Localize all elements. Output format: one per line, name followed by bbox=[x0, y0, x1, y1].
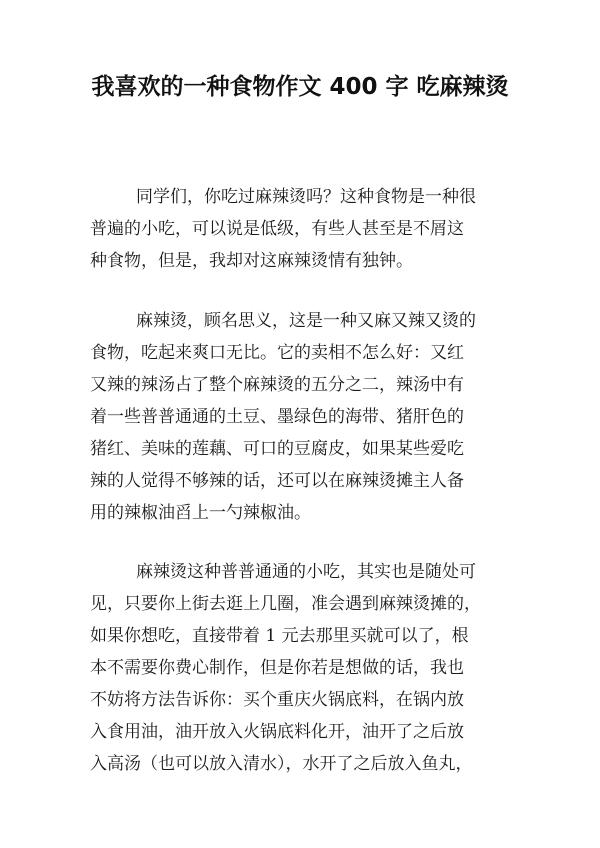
paragraph-line: 食物，吃起来爽口无比。它的卖相不怎么好：又红 bbox=[90, 343, 464, 363]
paragraph-line: 入食用油，油开放入火锅底料化开，油开了之后放 bbox=[90, 722, 464, 742]
paragraph-line: 麻辣烫，顾名思义，这是一种又麻又辣又烫的 bbox=[136, 311, 476, 331]
paragraph-line: 本不需要你费心制作，但是你若是想做的话，我也 bbox=[90, 658, 464, 678]
paragraph-line: 同学们，你吃过麻辣烫吗？这种食物是一种很 bbox=[136, 187, 476, 207]
paragraph-line: 如果你想吃，直接带着 1 元去那里买就可以了，根 bbox=[90, 626, 469, 646]
paragraph-2 bbox=[90, 305, 510, 529]
paragraph-line: 猪红、美味的莲藕、可口的豆腐皮，如果某些爱吃 bbox=[90, 439, 464, 459]
paragraph-line: 见，只要你上街去逛上几圈，准会遇到麻辣烫摊的， bbox=[90, 594, 481, 614]
paragraph-1 bbox=[90, 181, 510, 277]
paragraph-line: 用的辣椒油舀上一勺辣椒油。 bbox=[90, 503, 311, 523]
paragraph-line: 着一些普普通通的土豆、墨绿色的海带、猪肝色的 bbox=[90, 407, 464, 427]
paragraph-line: 麻辣烫这种普普通通的小吃，其实也是随处可 bbox=[136, 562, 476, 582]
paragraph-line: 种食物，但是，我却对这麻辣烫情有独钟。 bbox=[90, 251, 413, 271]
paragraph-line: 又辣的辣汤占了整个麻辣烫的五分之二，辣汤中有 bbox=[90, 375, 464, 395]
document-title: 我喜欢的一种食物作文 400 字 吃麻辣烫 bbox=[91, 74, 509, 100]
paragraph-line: 辣的人觉得不够辣的话，还可以在麻辣烫摊主人备 bbox=[90, 471, 464, 491]
paragraph-line: 不妨将方法告诉你：买个重庆火锅底料，在锅内放 bbox=[90, 690, 464, 710]
paragraph-3 bbox=[90, 556, 510, 780]
paragraph-line: 普遍的小吃，可以说是低级，有些人甚至是不屑这 bbox=[90, 219, 464, 239]
paragraph-line: 入高汤（也可以放入清水），水开了之后放入鱼丸， bbox=[90, 754, 473, 774]
